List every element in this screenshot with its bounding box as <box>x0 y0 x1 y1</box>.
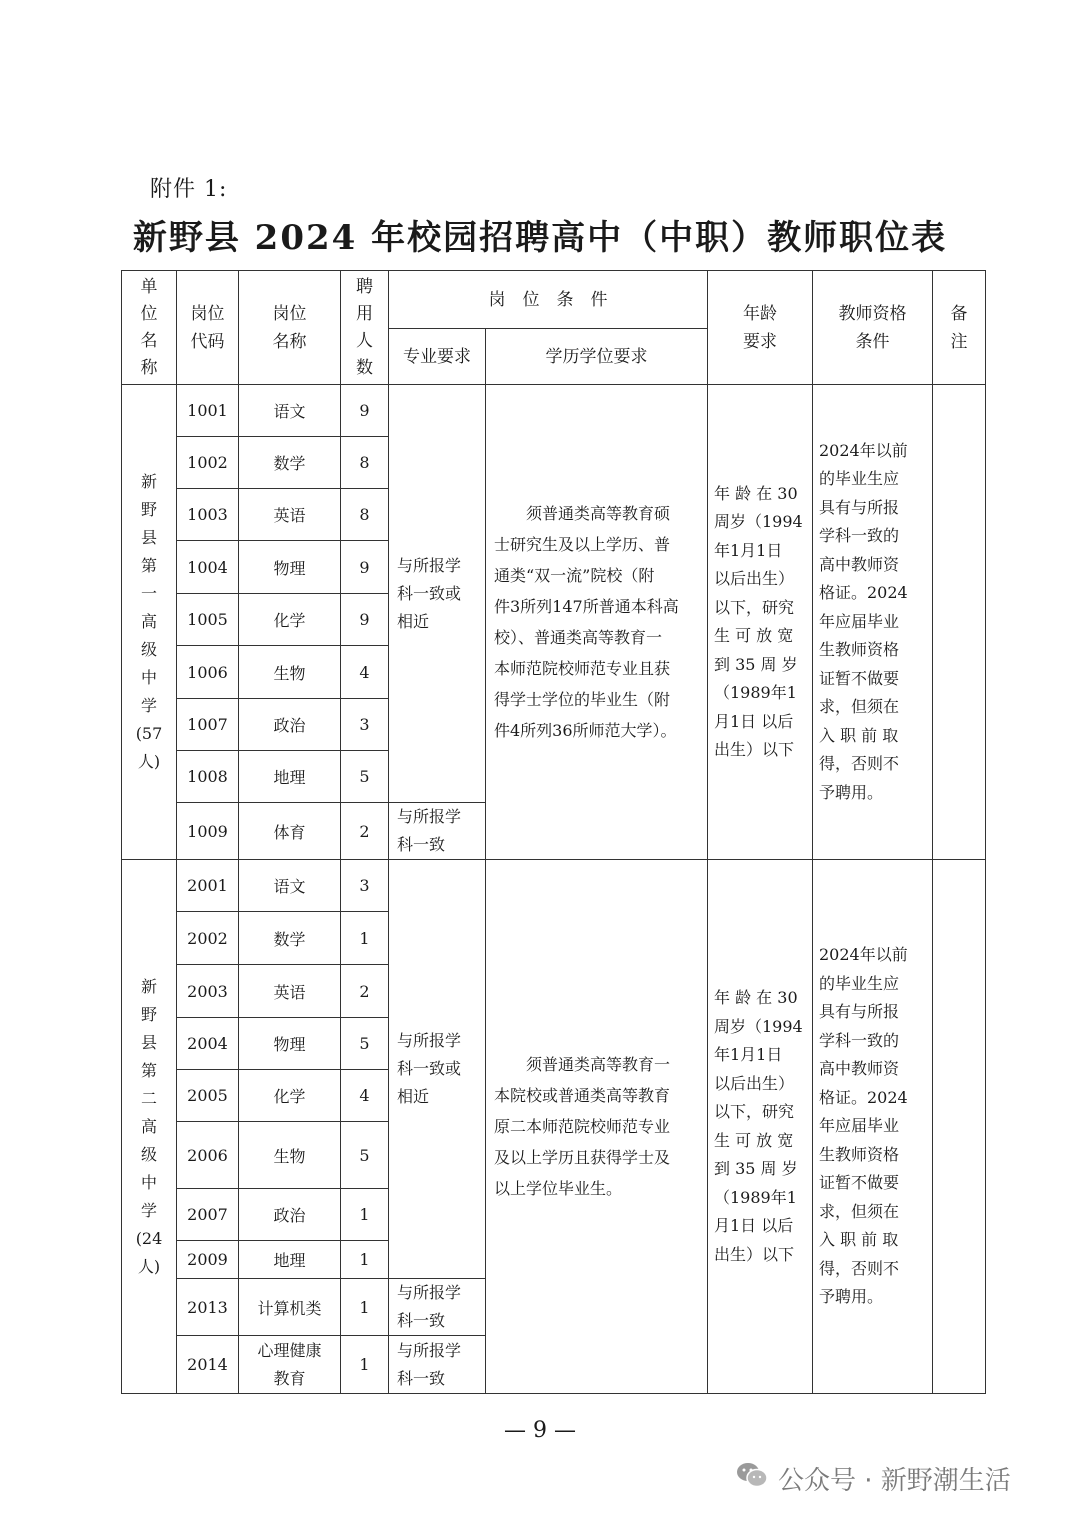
position-code: 1008 <box>177 751 239 803</box>
position-code: 1009 <box>177 803 239 860</box>
watermark <box>736 1460 1011 1497</box>
unit-school-2: 新 野 县 第 二 高 级 中 学 (24 人) <box>122 860 177 1394</box>
age-requirement: 年 龄 在 30 周岁（1994 年1月1日 以后出生） 以下，研究 生 可 放 宽 到 35 周 岁 （1989年1 月1日 以后 出生）以下 <box>708 860 813 1394</box>
remark-cell <box>933 385 986 860</box>
position-name: 语文 <box>239 860 341 912</box>
position-code: 1003 <box>177 489 239 541</box>
header-major: 专业要求 <box>389 329 486 385</box>
position-count: 9 <box>341 541 389 594</box>
major-requirement: 与所报学 科一致或 相近 <box>389 385 486 803</box>
header-count: 聘 用 人 数 <box>341 271 389 385</box>
position-code: 1007 <box>177 699 239 751</box>
major-requirement: 与所报学 科一致 <box>389 803 486 860</box>
table-header-row <box>122 271 986 329</box>
position-name: 数学 <box>239 912 341 965</box>
header-conditions: 岗 位 条 件 <box>389 271 708 329</box>
position-name: 化学 <box>239 1070 341 1122</box>
position-count: 1 <box>341 1189 389 1241</box>
unit-school-1: 新 野 县 第 一 高 级 中 学 (57 人) <box>122 385 177 860</box>
position-count: 9 <box>341 385 389 437</box>
position-name: 英语 <box>239 489 341 541</box>
position-name: 心理健康 教育 <box>239 1336 341 1394</box>
age-requirement: 年 龄 在 30 周岁（1994 年1月1日 以后出生） 以下，研究 生 可 放 宽 到 35 周 岁 （1989年1 月1日 以后 出生）以下 <box>708 385 813 860</box>
degree-requirement: 须普通类高等教育一 本院校或普通类高等教育 原二本师范院校师范专业 及以上学历且获得学士及 以上学位毕业生。 <box>486 860 708 1394</box>
position-name: 生物 <box>239 1122 341 1189</box>
page-number: — 9 — <box>504 1418 576 1443</box>
table-row <box>122 860 986 912</box>
position-count: 4 <box>341 1070 389 1122</box>
position-code: 2013 <box>177 1279 239 1336</box>
position-name: 计算机类 <box>239 1279 341 1336</box>
position-code: 2003 <box>177 965 239 1018</box>
qualification-requirement: 2024年以前 的毕业生应 具有与所报 学科一致的 高中教师资 格证。2024 年应届毕业 生教师资格 证暂不做要 求，但须在 入 职 前 取 得，否则不 予聘用。 <box>813 860 933 1394</box>
major-requirement: 与所报学 科一致或 相近 <box>389 860 486 1279</box>
position-count: 2 <box>341 803 389 860</box>
position-count: 1 <box>341 1279 389 1336</box>
header-remark: 备 注 <box>933 271 986 385</box>
position-name: 地理 <box>239 751 341 803</box>
position-code: 1006 <box>177 646 239 699</box>
position-code: 2001 <box>177 860 239 912</box>
position-name: 政治 <box>239 699 341 751</box>
position-code: 2005 <box>177 1070 239 1122</box>
position-code: 1005 <box>177 594 239 646</box>
position-code: 2009 <box>177 1241 239 1279</box>
header-name: 岗位 名称 <box>239 271 341 385</box>
position-code: 2004 <box>177 1018 239 1070</box>
position-name: 数学 <box>239 437 341 489</box>
header-qualification: 教师资格 条件 <box>813 271 933 385</box>
position-code: 2006 <box>177 1122 239 1189</box>
attachment-label: 附件 1: <box>150 177 228 202</box>
degree-requirement: 须普通类高等教育硕 士研究生及以上学历、普 通类“双一流”院校（附 件3所列147所普通本科高 校）、普通类高等教育一 本师范院校师范专业且获 得学士学位的毕业生（附 件4所列36所师范大学）。 <box>486 385 708 860</box>
position-code: 1002 <box>177 437 239 489</box>
position-code: 2014 <box>177 1336 239 1394</box>
position-count: 2 <box>341 965 389 1018</box>
position-name: 语文 <box>239 385 341 437</box>
position-count: 1 <box>341 1336 389 1394</box>
position-count: 5 <box>341 1122 389 1189</box>
position-count: 1 <box>341 1241 389 1279</box>
position-count: 8 <box>341 437 389 489</box>
position-count: 5 <box>341 751 389 803</box>
major-requirement: 与所报学 科一致 <box>389 1336 486 1394</box>
position-count: 8 <box>341 489 389 541</box>
position-name: 英语 <box>239 965 341 1018</box>
header-unit: 单 位 名 称 <box>122 271 177 385</box>
position-count: 3 <box>341 860 389 912</box>
position-count: 1 <box>341 912 389 965</box>
position-name: 政治 <box>239 1189 341 1241</box>
position-code: 1001 <box>177 385 239 437</box>
position-name: 体育 <box>239 803 341 860</box>
position-name: 生物 <box>239 646 341 699</box>
header-degree: 学历学位要求 <box>486 329 708 385</box>
document-title: 新野县 2024 年校园招聘高中（中职）教师职位表 <box>132 218 948 258</box>
position-count: 5 <box>341 1018 389 1070</box>
qualification-requirement: 2024年以前 的毕业生应 具有与所报 学科一致的 高中教师资 格证。2024 年应届毕业 生教师资格 证暂不做要 求，但须在 入 职 前 取 得，否则不 予聘用。 <box>813 385 933 860</box>
position-count: 4 <box>341 646 389 699</box>
header-code: 岗位 代码 <box>177 271 239 385</box>
major-requirement: 与所报学 科一致 <box>389 1279 486 1336</box>
table-row <box>122 385 986 437</box>
position-name: 地理 <box>239 1241 341 1279</box>
position-name: 化学 <box>239 594 341 646</box>
position-code: 2007 <box>177 1189 239 1241</box>
position-name: 物理 <box>239 1018 341 1070</box>
job-position-table <box>121 270 986 1394</box>
position-code: 2002 <box>177 912 239 965</box>
position-name: 物理 <box>239 541 341 594</box>
position-count: 3 <box>341 699 389 751</box>
watermark-text: 公众号 · 新野潮生活 <box>778 1466 1011 1496</box>
position-count: 9 <box>341 594 389 646</box>
wechat-icon <box>736 1461 778 1496</box>
position-code: 1004 <box>177 541 239 594</box>
header-age: 年龄 要求 <box>708 271 813 385</box>
remark-cell <box>933 860 986 1394</box>
